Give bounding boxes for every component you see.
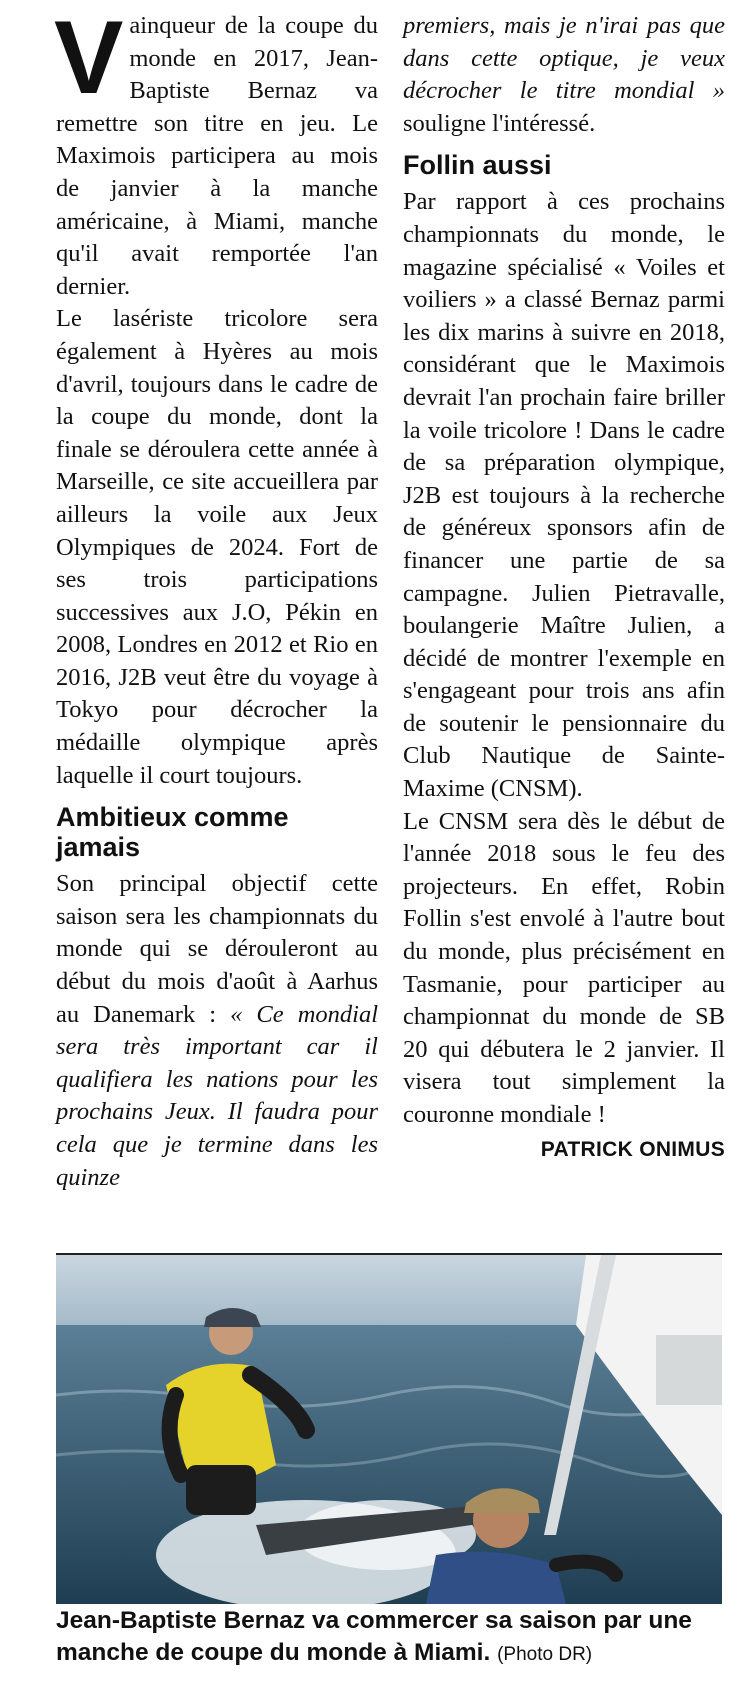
paragraph-3 bbox=[56, 868, 378, 1194]
left-column bbox=[54, 0, 378, 1194]
sailing-photo-illustration bbox=[56, 1255, 722, 1604]
quote-text-cont: premiers, mais je n'irai pas que dans cette optique, je veux décrocher le titre mondial » bbox=[403, 12, 725, 105]
lead-paragraph bbox=[54, 0, 378, 303]
lead-text: ainqueur de la coupe du monde en 2017, Jean-Baptiste Bernaz va remettre son titre en jeu. Le Maximois participera au mois de janvier à la manche américaine, à Miami, manche qu'il avait remportée l'an dernier. bbox=[56, 12, 378, 300]
quote-text: « Ce mondial sera très important car il qualifiera les nations pour les prochains Jeux. Il faudra pour cela que je termine dans les quinze bbox=[56, 1000, 378, 1191]
quote-attribution: souligne l'intéressé. bbox=[403, 109, 596, 137]
subheading-follin: Follin aussi bbox=[403, 150, 552, 181]
paragraph-3-text: Son principal objectif cette saison sera les championnats du monde qui se dérouleront au début du mois d'août à Aarhus au Danemark : bbox=[56, 870, 378, 1028]
dropcap: V bbox=[54, 0, 124, 116]
photo-credit: (Photo DR) bbox=[497, 1644, 593, 1665]
right-column bbox=[403, 10, 725, 1166]
author-byline: PATRICK ONIMUS bbox=[540, 1137, 725, 1161]
photo-caption bbox=[56, 1605, 726, 1671]
caption-text: Jean-Baptiste Bernaz va commercer sa saison par une manche de coupe du monde à Miami. bbox=[56, 1607, 692, 1666]
article-photo bbox=[56, 1253, 722, 1604]
paragraph-2: Le lasériste tricolore sera également à Hyères au mois d'avril, toujours dans le cadre de la coupe du monde, dont la finale se déroulera cette année à Marseille, ce site accueillera par ailleurs la voile aux Jeux Olympiques de 2024. Fort de ses trois participations successives aux J.O, Pékin en 2008, Londres en 2012 et Rio en 2016, J2B veut être du voyage à Tokyo pour décrocher la médaille olympique après laquelle il court toujours. bbox=[56, 305, 378, 789]
paragraph-follin-2: Le CNSM sera dès le début de l'année 2018 sous le feu des projecteurs. En effet, Robin Follin s'est envolé à l'autre bout du monde, plus précisément en Tasmanie, pour participer au championnat du monde de SB 20 qui débutera le 2 janvier. Il visera tout simplement la couronne mondiale ! bbox=[403, 807, 725, 1128]
paragraph-follin-1: Par rapport à ces prochains championnats du monde, le magazine spécialisé « Voiles et voiliers » a classé Bernaz parmi les dix marins à suivre en 2018, considérant que le Maximois devrait l'an prochain faire briller la voile tricolore ! Dans le cadre de sa préparation olympique, J2B est toujours à la recherche de généreux sponsors afin de financer une partie de sa campagne. Julien Pietravalle, boulangerie Maître Julien, a décidé de montrer l'exemple en s'engageant pour trois ans afin de soutenir le pensionnaire du Club Nautique de Sainte-Maxime (CNSM). bbox=[403, 188, 725, 803]
quote-continuation bbox=[403, 10, 725, 140]
subheading-ambitieux: Ambitieux comme jamais bbox=[56, 802, 289, 863]
